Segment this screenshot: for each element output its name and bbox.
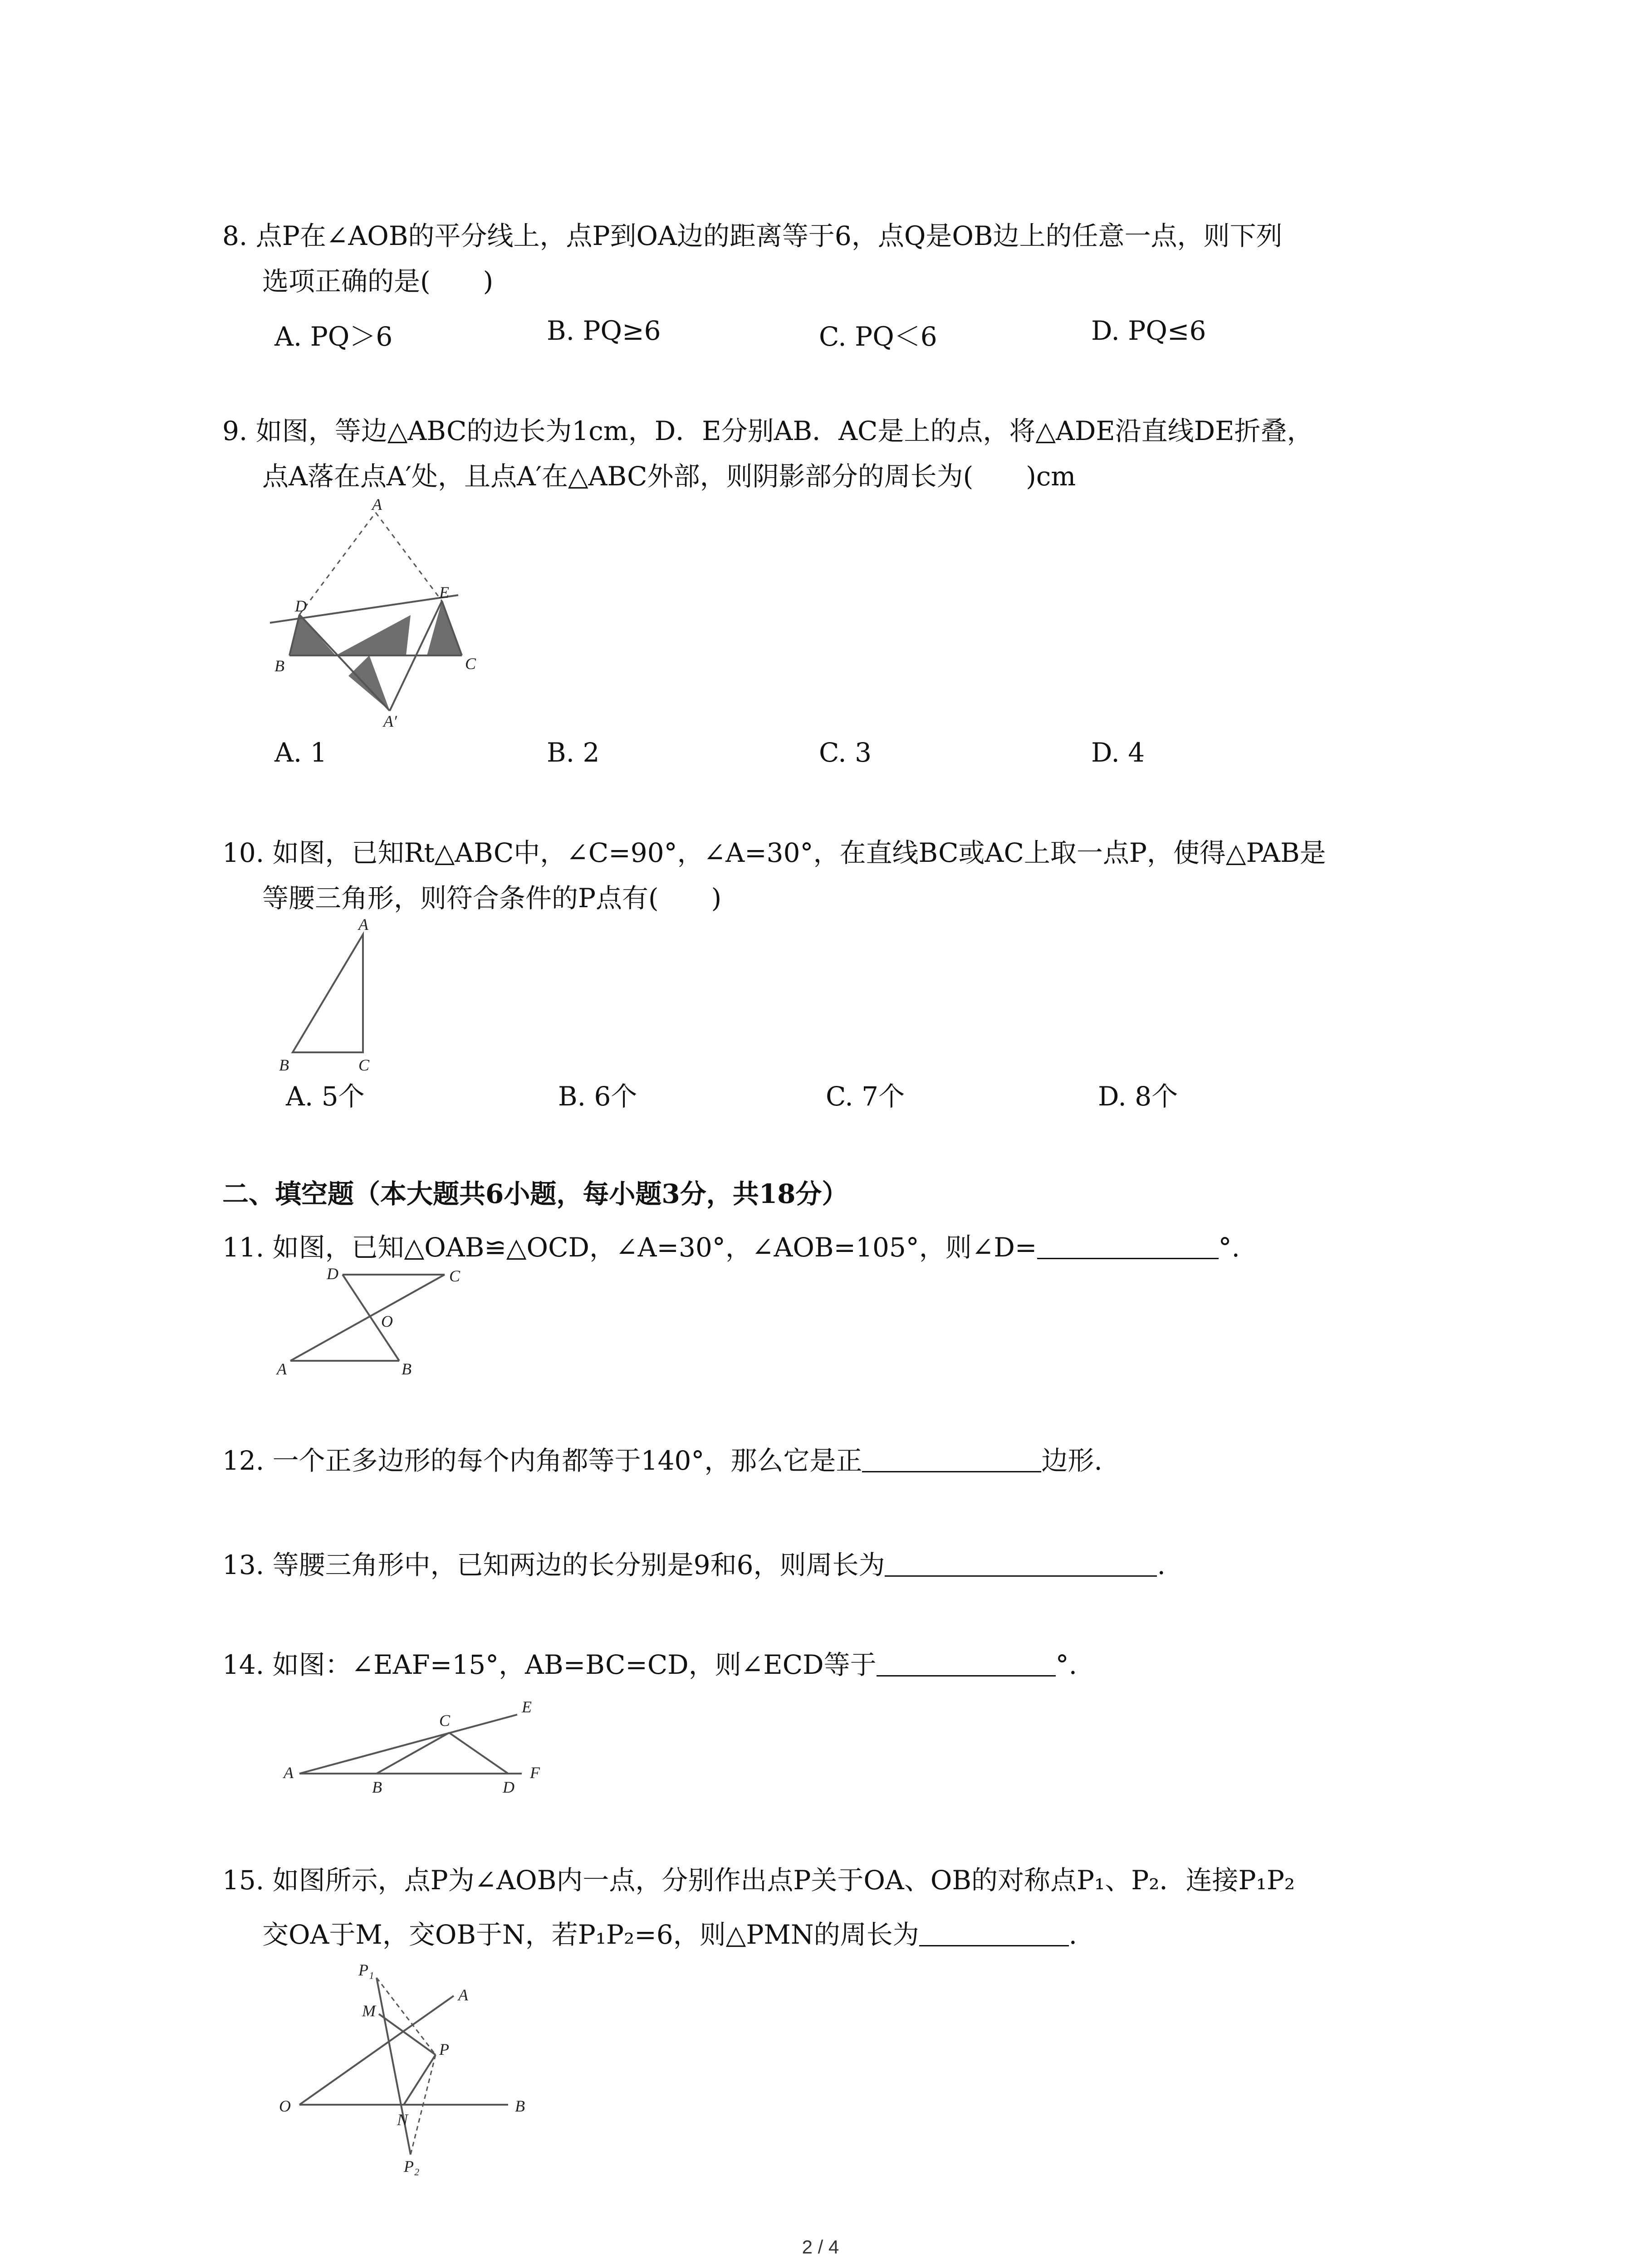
- q13-tail: .: [1157, 1549, 1166, 1580]
- q15-tail: .: [1068, 1919, 1078, 1950]
- q11-answer-blank[interactable]: [1037, 1231, 1219, 1259]
- q14-text: 14. 如图：∠EAF=15°，AB=BC=CD，则∠ECD等于: [222, 1649, 877, 1680]
- q15-line1: 15. 如图所示，点P为∠AOB内一点，分别作出点P关于OA、OB的对称点P₁、P₂．连接P₁P₂: [222, 1865, 1295, 1896]
- q9-label-b: B: [274, 657, 284, 675]
- q11-label-o: O: [381, 1312, 393, 1330]
- q12-tail: 边形.: [1041, 1445, 1102, 1476]
- q9-option-a: A. 1: [274, 737, 327, 768]
- q11-label-b: B: [402, 1360, 411, 1378]
- q12-question: [222, 1438, 1102, 1483]
- q10-option-d: D. 8个: [1098, 1081, 1178, 1112]
- q9-shade-bottom: [348, 655, 390, 711]
- q11-label-d: D: [327, 1265, 338, 1283]
- q9-option-b: B. 2: [547, 737, 600, 768]
- q12-text: 12. 一个正多边形的每个内角都等于140°，那么它是正: [222, 1445, 862, 1476]
- q10-label-c: C: [358, 1056, 370, 1074]
- q14-tail: °.: [1055, 1649, 1078, 1680]
- q10-label-b: B: [279, 1056, 289, 1074]
- q12-answer-blank[interactable]: [862, 1444, 1041, 1472]
- q15-label-p: P: [439, 2040, 449, 2058]
- q14-label-d: D: [503, 1778, 514, 1796]
- q9-option-d: D. 4: [1091, 737, 1145, 768]
- q15-line2: 交OA于M，交OB于N，若P₁P₂=6，则△PMN的周长为: [262, 1919, 919, 1950]
- q15-figure: [254, 1955, 535, 2173]
- q15-answer-blank[interactable]: [919, 1918, 1069, 1946]
- q14-label-a: A: [284, 1764, 294, 1782]
- q11-text: 11. 如图，已知△OAB≌△OCD，∠A=30°，∠AOB=105°，则∠D=: [222, 1232, 1037, 1263]
- q9-option-c: C. 3: [819, 737, 872, 768]
- q11-tail: °.: [1218, 1232, 1240, 1263]
- q14-figure: [272, 1687, 567, 1805]
- q14-answer-blank[interactable]: [877, 1648, 1056, 1677]
- q9-label-d: D: [295, 597, 307, 615]
- q9-line1: 9. 如图，等边△ABC的边长为1cm，D．E分别AB．AC是上的点，将△ADE沿直线DE折叠，: [222, 415, 1313, 446]
- q10-line2: 等腰三角形，则符合条件的P点有( ): [262, 883, 722, 914]
- q13-answer-blank[interactable]: [885, 1548, 1157, 1577]
- q10-figure: [272, 916, 390, 1080]
- q10-line1: 10. 如图，已知Rt△ABC中，∠C=90°，∠A=30°，在直线BC或AC上取一点P，使得△PAB是: [222, 837, 1326, 868]
- q9-label-a-prime: A′: [383, 712, 397, 730]
- q9-shade-middle: [336, 615, 411, 655]
- page-number: 2 / 4: [802, 2236, 839, 2258]
- q15-label-p2: P₂: [404, 2157, 420, 2175]
- q13-text: 13. 等腰三角形中，已知两边的长分别是9和6，则周长为: [222, 1549, 885, 1580]
- q9-figure: [259, 494, 495, 730]
- q9-label-c: C: [465, 655, 476, 673]
- q8-option-a: A. PQ＞6: [274, 321, 393, 352]
- q8-line2: 选项正确的是( ): [262, 266, 494, 297]
- q15-label-m: M: [362, 2002, 376, 2020]
- q15-label-p1: P₁: [358, 1961, 374, 1979]
- q13-question: [222, 1542, 1166, 1588]
- q15-label-n: N: [397, 2111, 408, 2129]
- q14-label-b: B: [372, 1778, 382, 1796]
- q14-question: [222, 1642, 1077, 1687]
- q8-option-b: B. PQ≥6: [547, 315, 661, 346]
- q11-label-c: C: [449, 1267, 460, 1285]
- q8-option-c: C. PQ＜6: [819, 321, 937, 352]
- q14-label-c: C: [439, 1711, 451, 1730]
- q10-label-a: A: [358, 915, 368, 934]
- q10-option-a: A. 5个: [286, 1081, 365, 1112]
- q10-option-c: C. 7个: [826, 1081, 905, 1112]
- q14-label-e: E: [522, 1698, 532, 1716]
- section-2-heading: 二、填空题（本大题共6小题，每小题3分，共18分）: [222, 1178, 848, 1209]
- q9-line2: 点A落在点A′处，且点A′在△ABC外部，则阴影部分的周长为( )cm: [262, 461, 1076, 492]
- q11-figure: [272, 1261, 481, 1388]
- q9-shade-left: [289, 615, 336, 655]
- q14-label-f: F: [530, 1764, 540, 1782]
- q11-label-a: A: [277, 1360, 287, 1378]
- q15-label-b: B: [515, 2097, 525, 2115]
- q9-label-e: E: [439, 583, 449, 601]
- q15-label-a: A: [458, 1986, 468, 2004]
- q10-option-b: B. 6个: [558, 1081, 637, 1112]
- q9-label-a: A: [372, 495, 382, 513]
- q15-label-o: O: [279, 2097, 291, 2115]
- q8-line1: 8. 点P在∠AOB的平分线上，点P到OA边的距离等于6，点Q是OB边上的任意一点，则下列: [222, 220, 1283, 251]
- q8-option-d: D. PQ≤6: [1091, 315, 1206, 346]
- q15-line2-wrap: [262, 1912, 1077, 1957]
